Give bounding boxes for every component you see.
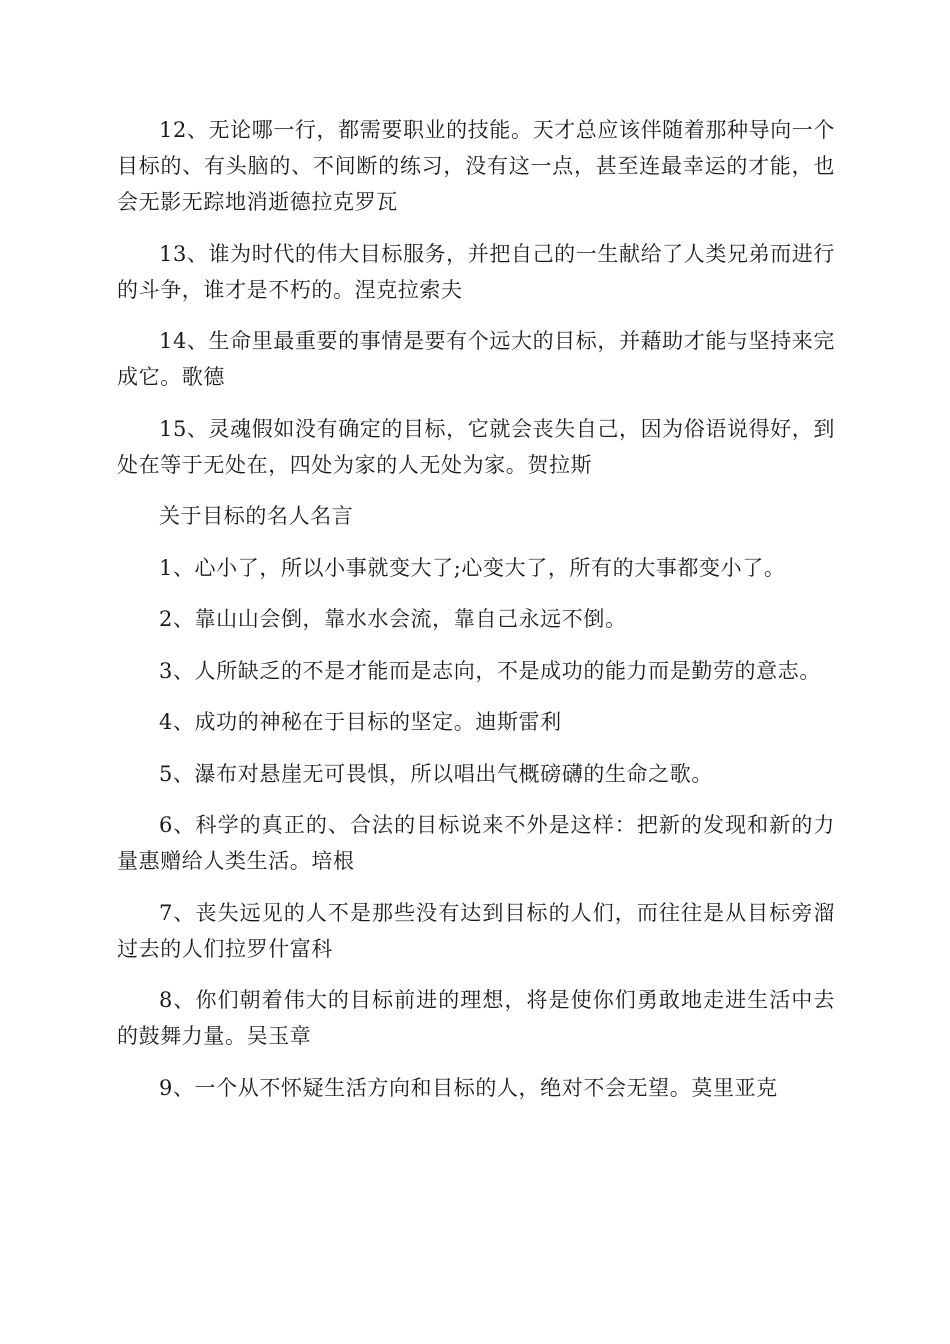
document-body: [117, 112, 835, 1121]
quote-paragraph-9: 9、一个从不怀疑生活方向和目标的人，绝对不会无望。莫里亚克: [159, 1075, 778, 1100]
quote-paragraph-1: 1、心小了，所以小事就变大了;心变大了，所有的大事都变小了。: [159, 555, 786, 580]
quote-paragraph-5: 5、瀑布对悬崖无可畏惧，所以唱出气概磅礴的生命之歌。: [159, 761, 713, 786]
quote-paragraph-4: 4、成功的神秘在于目标的坚定。迪斯雷利: [159, 710, 562, 734]
quote-paragraph-6: 6、科学的真正的、合法的目标说来不外是这样：把新的发现和新的力量惠赠给人类生活。培根: [117, 813, 835, 873]
quote-paragraph-15: 15、灵魂假如没有确定的目标，它就会丧失自己，因为俗语说得好，到处在等于无处在，四处为家的人无处为家。贺拉斯: [117, 416, 835, 477]
quote-paragraph-8: 8、你们朝着伟大的目标前进的理想，将是使你们勇敢地走进生活中去的鼓舞力量。吴玉章: [117, 988, 835, 1048]
section-heading: 关于目标的名人名言: [159, 504, 354, 528]
quote-paragraph-12: 12、无论哪一行，都需要职业的技能。天才总应该伴随着那种导向一个目标的、有头脑的、不间断的练习，没有这一点，甚至连最幸运的才能，也会无影无踪地消逝德拉克罗瓦: [117, 118, 835, 214]
quote-paragraph-2: 2、靠山山会倒，靠水水会流，靠自己永远不倒。: [159, 607, 627, 631]
quote-paragraph-7: 7、丧失远见的人不是那些没有达到目标的人们，而往往是从目标旁溜过去的人们拉罗什富科: [117, 900, 835, 961]
quote-paragraph-13: 13、谁为时代的伟大目标服务，并把自己的一生献给了人类兄弟而进行的斗争，谁才是不朽的。涅克拉索夫: [117, 241, 835, 302]
quote-paragraph-3: 3、人所缺乏的不是才能而是志向，不是成功的能力而是勤劳的意志。: [159, 658, 821, 683]
quote-paragraph-14: 14、生命里最重要的事情是要有个远大的目标，并藉助才能与坚持来完成它。歌德: [117, 329, 835, 389]
